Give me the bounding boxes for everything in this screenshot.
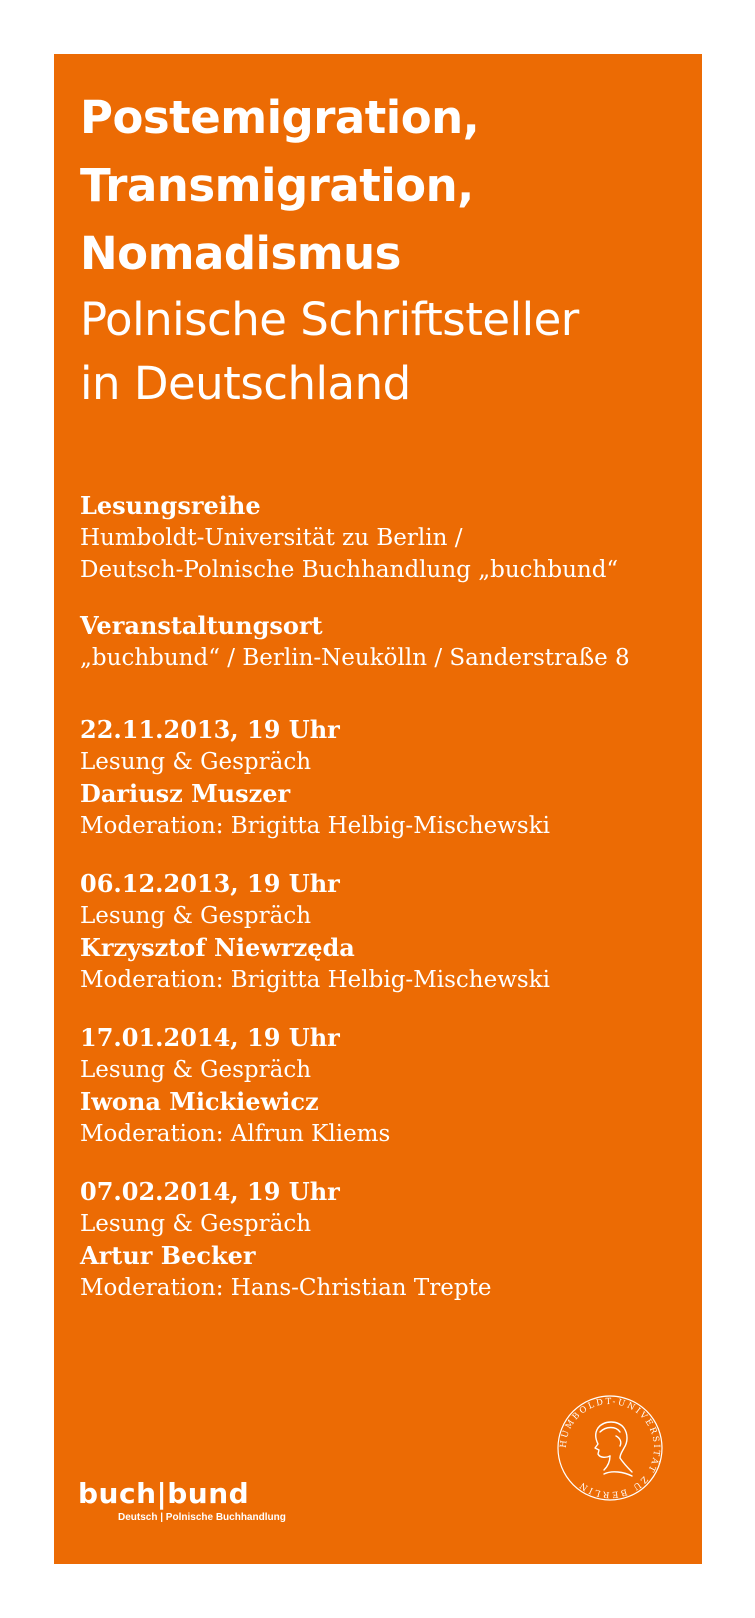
headline-line-3: Nomadismus bbox=[80, 227, 401, 280]
event-author: Dariusz Muszer bbox=[80, 779, 291, 808]
series-info bbox=[80, 490, 690, 586]
series-line-2: Deutsch-Polnische Buchhandlung „buchbund“ bbox=[80, 557, 619, 583]
event-3 bbox=[80, 1022, 690, 1150]
venue-info bbox=[80, 610, 690, 674]
subheadline-line-2: in Deutschland bbox=[80, 357, 411, 410]
venue-address: „buchbund“ / Berlin-Neukölln / Sanderstraße 8 bbox=[80, 645, 630, 671]
venue-label: Veranstaltungsort bbox=[80, 611, 323, 640]
event-author: Krzysztof Niewrzęda bbox=[80, 933, 355, 962]
event-1 bbox=[80, 714, 690, 842]
event-date: 07.02.2014, 19 Uhr bbox=[80, 1177, 340, 1206]
event-moderation: Moderation: Alfrun Kliems bbox=[80, 1121, 391, 1147]
event-4 bbox=[80, 1176, 690, 1304]
event-type: Lesung & Gespräch bbox=[80, 749, 312, 775]
series-label: Lesungsreihe bbox=[80, 491, 261, 520]
headline bbox=[80, 84, 690, 416]
event-moderation: Moderation: Brigitta Helbig-Mischewski bbox=[80, 813, 550, 839]
buchbund-wordmark: buch|bund bbox=[78, 1477, 250, 1510]
event-type: Lesung & Gespräch bbox=[80, 1211, 312, 1237]
poster bbox=[54, 54, 702, 1564]
event-moderation: Moderation: Hans-Christian Trepte bbox=[80, 1275, 492, 1301]
buchbund-tagline: Deutsch | Polnische Buchhandlung bbox=[118, 1512, 286, 1523]
humboldt-university-seal-icon bbox=[554, 1392, 666, 1504]
series-line-1: Humboldt-Universität zu Berlin / bbox=[80, 525, 463, 551]
seal-text: HUMBOLDT-UNIVERSITÄT ZU BERLIN bbox=[558, 1396, 662, 1500]
event-date: 06.12.2013, 19 Uhr bbox=[80, 869, 340, 898]
event-type: Lesung & Gespräch bbox=[80, 903, 312, 929]
headline-line-2: Transmigration, bbox=[80, 159, 474, 212]
subheadline-line-1: Polnische Schriftsteller bbox=[80, 293, 579, 346]
event-author: Iwona Mickiewicz bbox=[80, 1087, 319, 1116]
event-author: Artur Becker bbox=[80, 1241, 256, 1270]
svg-text:HUMBOLDT-UNIVERSITÄT ZU BERLIN bbox=[559, 1397, 662, 1499]
event-moderation: Moderation: Brigitta Helbig-Mischewski bbox=[80, 967, 550, 993]
headline-line-1: Postemigration, bbox=[80, 91, 480, 144]
event-date: 22.11.2013, 19 Uhr bbox=[80, 715, 340, 744]
event-2 bbox=[80, 868, 690, 996]
buchbund-logo bbox=[78, 1478, 338, 1524]
event-date: 17.01.2014, 19 Uhr bbox=[80, 1023, 340, 1052]
event-type: Lesung & Gespräch bbox=[80, 1057, 312, 1083]
